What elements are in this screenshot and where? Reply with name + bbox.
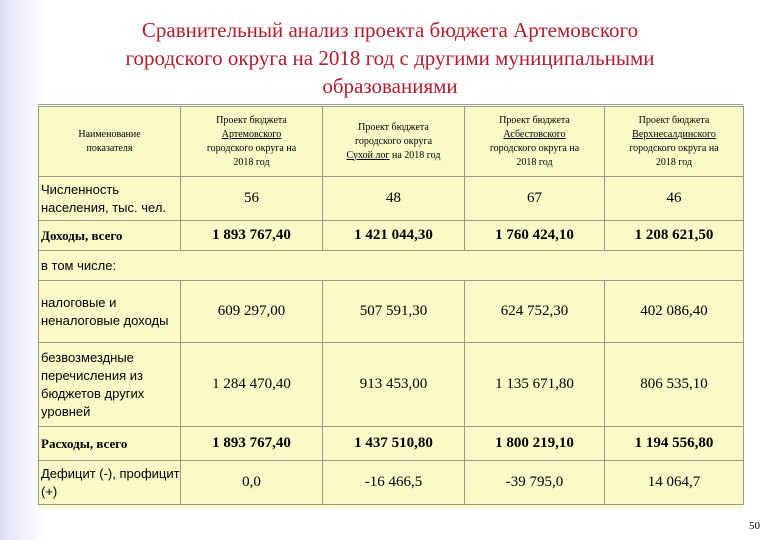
cell-value: 1 760 424,10 [465, 221, 605, 251]
cell-value: -16 466,5 [323, 461, 465, 505]
cell-value: 609 297,00 [181, 281, 323, 343]
cell-value: 1 893 767,40 [181, 221, 323, 251]
row-label: Доходы, всего [39, 221, 181, 251]
header-col1-l4: 2018 год [233, 156, 270, 168]
page-number: 50 [749, 520, 760, 532]
header-col4-l4: 2018 год [655, 156, 693, 168]
header-col1-l3: городского округа на [206, 142, 297, 154]
slide-title [40, 16, 740, 100]
row-label: налоговые и неналоговые доходы [39, 281, 181, 343]
header-col4-l1: Проект бюджета [638, 114, 710, 126]
cell-value: 1 194 556,80 [605, 427, 744, 461]
header-col3-l3: городского округа на [489, 142, 580, 154]
header-col3-l2: Асбестовского [503, 128, 566, 140]
header-col2-l1: Проект бюджета [358, 121, 429, 133]
header-name-line1: Наименование [78, 128, 141, 140]
title-divider [38, 104, 743, 105]
header-verkhnesaldinsky [605, 107, 744, 177]
cell-value: 1 421 044,30 [323, 221, 465, 251]
cell-value: 56 [181, 177, 323, 221]
cell-value: 67 [465, 177, 605, 221]
title-line-3: образованиями [322, 74, 458, 98]
row-label: Расходы, всего [39, 427, 181, 461]
table-row-tax-revenue [39, 281, 744, 343]
title-line-1: Сравнительный анализ проекта бюджета Артемовского [141, 18, 639, 42]
header-indicator-name [39, 107, 181, 177]
cell-value: 507 591,30 [323, 281, 465, 343]
table-row-deficit [39, 461, 744, 505]
header-col2-l4: на 2018 год [392, 149, 441, 161]
header-name-line2: показателя [86, 142, 133, 154]
header-col4-l3: городского округа на [629, 142, 719, 154]
cell-value: 806 535,10 [605, 343, 744, 427]
header-col3-l1: Проект бюджета [499, 114, 570, 126]
table-row-including [39, 251, 744, 281]
cell-value: 46 [605, 177, 744, 221]
cell-value: 624 752,30 [465, 281, 605, 343]
cell-value: 402 086,40 [605, 281, 744, 343]
table-row-transfers [39, 343, 744, 427]
table-header-row [39, 107, 744, 177]
comparison-table [38, 106, 744, 505]
header-col1-l1: Проект бюджета [216, 114, 287, 126]
cell-value: 0,0 [181, 461, 323, 505]
table-row-expenses [39, 427, 744, 461]
header-asbestovsky [465, 107, 605, 177]
cell-value: -39 795,0 [465, 461, 605, 505]
title-line-2: городского округа на 2018 год с другими муниципальными [125, 46, 655, 70]
cell-value: 1 208 621,50 [605, 221, 744, 251]
header-col1-l2: Артемовского [221, 128, 282, 140]
cell-value: 1 800 219,10 [465, 427, 605, 461]
header-col2-l3: Сухой лог [346, 149, 390, 161]
cell-value: 14 064,7 [605, 461, 744, 505]
cell-value: 1 437 510,80 [323, 427, 465, 461]
cell-value: 1 284 470,40 [181, 343, 323, 427]
comparison-table-wrapper [38, 106, 743, 508]
header-col2-l2: городского округа [354, 135, 433, 147]
cell-value: 913 453,00 [323, 343, 465, 427]
table-row-revenue [39, 221, 744, 251]
row-label-including: в том числе: [39, 251, 744, 281]
cell-value: 48 [323, 177, 465, 221]
table-row-population [39, 177, 744, 221]
row-label: Численность населения, тыс. чел. [39, 177, 181, 221]
cell-value: 1 135 671,80 [465, 343, 605, 427]
header-col3-l4: 2018 год [516, 156, 553, 168]
header-sukhoy-log [323, 107, 465, 177]
row-label: Дефицит (-), профицит (+) [39, 461, 181, 505]
header-col4-l2: Верхнесалдинского [632, 128, 716, 140]
cell-value: 1 893 767,40 [181, 427, 323, 461]
header-artemovsky [181, 107, 323, 177]
row-label: безвозмездные перечисления из бюджетов других уровней [39, 343, 181, 427]
